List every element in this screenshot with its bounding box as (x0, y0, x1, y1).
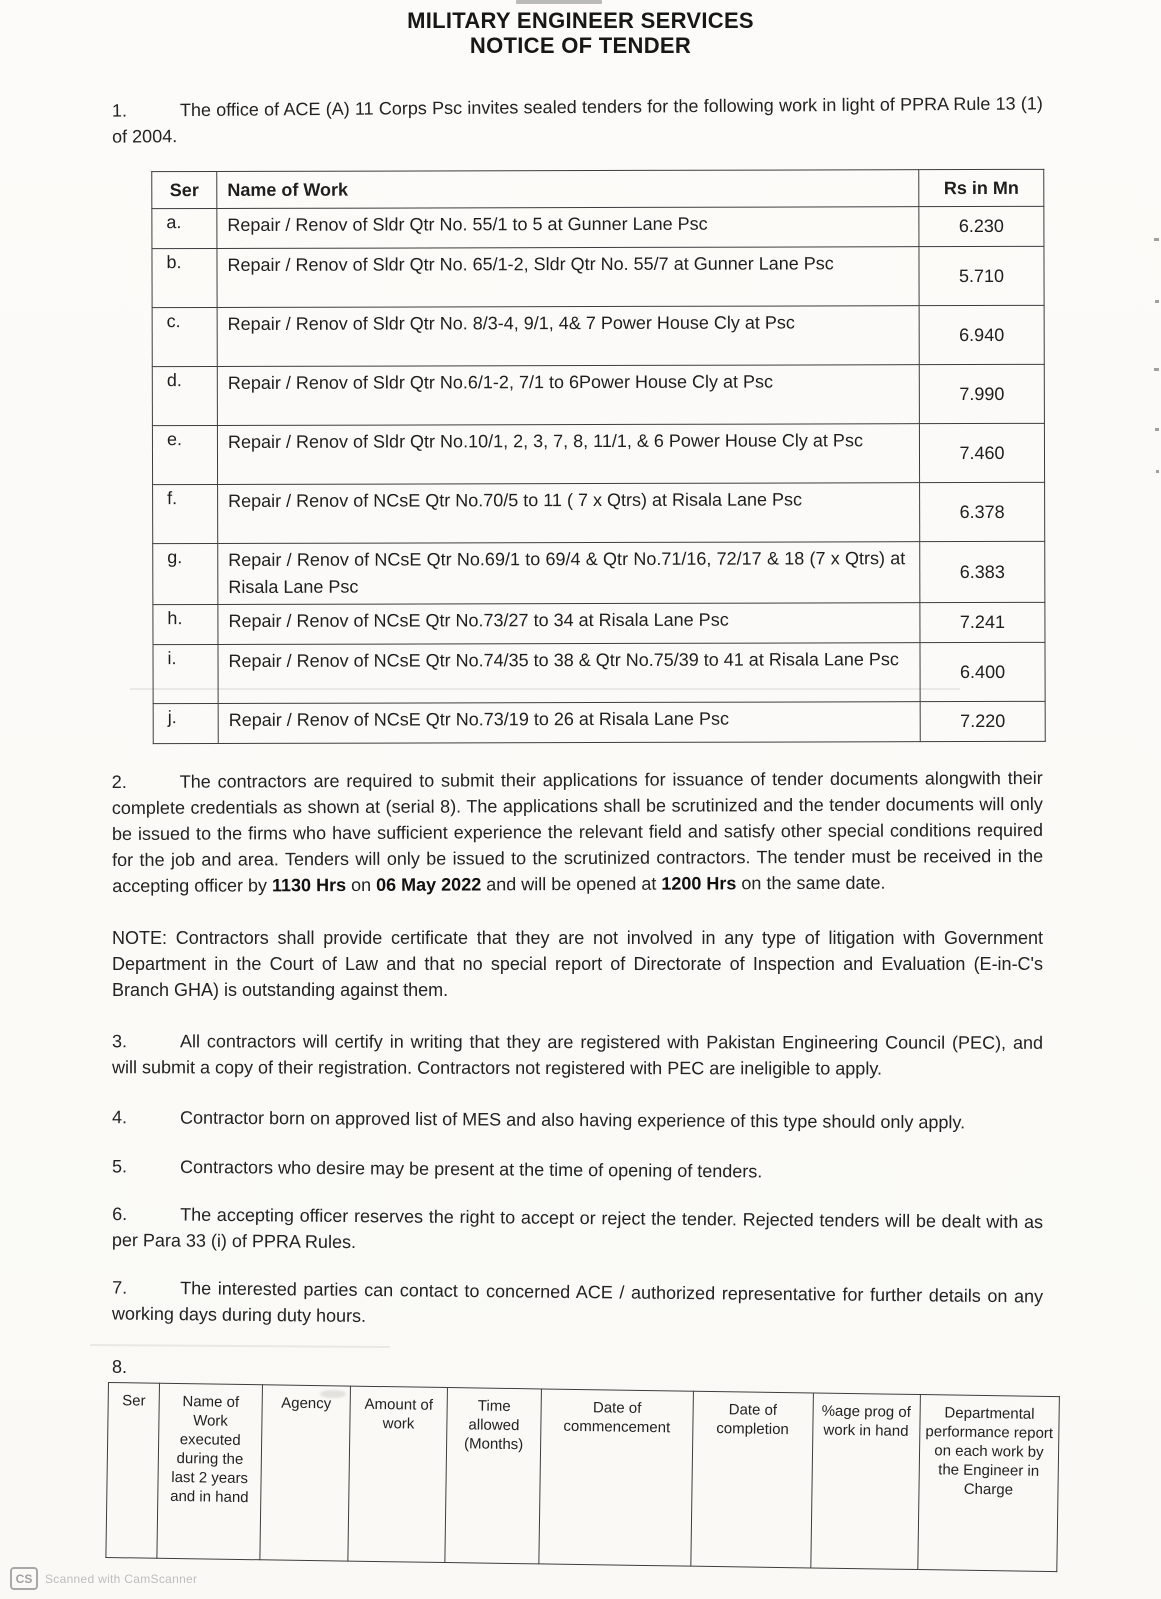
paragraph-3-number: 3. (112, 1031, 128, 1052)
paragraph-1-text: The office of ACE (A) 11 Corps Psc invites sealed tenders for the following work in light of PPRA Rule 13 (1) of 2004. (112, 93, 1043, 147)
row-name: Repair / Renov of Sldr Qtr No. 8/3-4, 9/1, 4& 7 Power House Cly at Psc (217, 306, 919, 367)
cred-header-percent-progress: %age prog of work in hand (810, 1393, 920, 1570)
paragraph-4 (112, 1104, 1043, 1136)
camscanner-icon: CS (10, 1567, 38, 1590)
row-amount: 7.460 (919, 423, 1044, 482)
row-name: Repair / Renov of Sldr Qtr No. 55/1 to 5 at Gunner Lane Psc (217, 207, 919, 249)
deadline-date: 06 May 2022 (376, 874, 482, 895)
work-table-header-amount: Rs in Mn (919, 169, 1044, 206)
paragraph-5-number: 5. (111, 1156, 128, 1177)
row-ser: f. (153, 484, 218, 543)
work-table-header-name: Name of Work (217, 170, 919, 209)
row-name: Repair / Renov of Sldr Qtr No.10/1, 2, 3, 7, 8, 11/1, & 6 Power House Cly at Psc (217, 424, 919, 485)
paragraph-6-text: The accepting officer reserves the right to accept or reject the tender. Rejected tenders will be dealt with as per Para 33 (i) of PPRA Rules. (111, 1204, 1044, 1253)
row-ser: j. (153, 703, 218, 743)
cred-header-departmental-report: Departmental performance report on each work by the Engineer in Charge (918, 1395, 1060, 1572)
row-amount: 6.378 (920, 482, 1045, 541)
row-name: Repair / Renov of Sldr Qtr No. 65/1-2, Sldr Qtr No. 55/7 at Gunner Lane Psc (217, 247, 919, 308)
work-table-row (152, 364, 1044, 425)
paragraph-5-text: Contractors who desire may be present at the time of opening of tenders. (179, 1156, 763, 1182)
cred-header-date-commencement: Date of commencement (539, 1389, 694, 1566)
row-ser: c. (152, 307, 217, 366)
row-amount: 5.710 (919, 246, 1044, 305)
paragraph-4-number: 4. (111, 1107, 128, 1128)
deadline-time: 1130 Hrs (271, 875, 347, 896)
scan-artifact-edge (1154, 368, 1159, 371)
row-ser: b. (152, 248, 217, 307)
scan-artifact-edge (1155, 300, 1159, 303)
row-name: Repair / Renov of NCsE Qtr No.73/19 to 26 at Risala Lane Psc (218, 702, 920, 744)
paragraph-6-number: 6. (112, 1203, 128, 1225)
cred-header-agency: Agency (260, 1385, 351, 1561)
work-table-header-ser: Ser (152, 171, 217, 208)
row-name: Repair / Renov of NCsE Qtr No.73/27 to 34 at Risala Lane Psc (218, 603, 920, 645)
work-table-row (153, 701, 1045, 743)
paragraph-2-text: The contractors are required to submit their applications for issuance of tender documents alongwith their complete credentials as shown at (serial 8). The applications shall be scrutinized and the tender documents will only be issued to the firms who have sufficient experience the relevant field and satisfy other special conditions required for the job and area. Tenders will only be issued to the scrutinized contractors. The tender must be received in the accepting officer by 1130 Hrs on 06 May 2022 and will be opened at 1200 Hrs on the same date. (111, 767, 1044, 897)
row-amount: 6.230 (919, 206, 1044, 246)
row-amount: 7.220 (920, 701, 1045, 741)
credentials-table (105, 1382, 1060, 1572)
paragraph-1 (112, 90, 1043, 149)
paragraph-7 (112, 1275, 1043, 1336)
row-name: Repair / Renov of NCsE Qtr No.70/5 to 11 ( 7 x Qtrs) at Risala Lane Psc (218, 483, 920, 544)
scan-artifact-edge (1155, 428, 1159, 431)
row-amount: 7.241 (920, 602, 1045, 642)
cred-header-name-of-work: Name of Work executed during the last 2 years and in hand (157, 1383, 262, 1560)
row-ser: d. (152, 366, 217, 425)
work-table-row (153, 602, 1045, 644)
work-table-row (153, 642, 1045, 703)
paragraph-1-number: 1. (111, 100, 128, 121)
row-ser: g. (153, 543, 218, 604)
serial-8-label: 8. (112, 1357, 128, 1377)
row-amount: 6.400 (920, 642, 1045, 701)
work-table-row (152, 206, 1044, 248)
credentials-header-row (106, 1383, 1059, 1572)
paragraph-4-text: Contractor born on approved list of MES and also having experience of this type should only apply. (179, 1107, 966, 1133)
document-title (60, 8, 1101, 58)
title-line-2: NOTICE OF TENDER (469, 33, 692, 58)
row-amount: 6.383 (920, 541, 1045, 602)
scan-artifact-edge (1156, 470, 1159, 473)
opening-time: 1200 Hrs (661, 873, 737, 894)
camscanner-watermark (10, 1567, 197, 1590)
work-table-row (153, 482, 1045, 543)
paragraph-2 (112, 765, 1044, 899)
row-name: Repair / Renov of NCsE Qtr No.74/35 to 38 & Qtr No.75/39 to 41 at Risala Lane Psc (218, 643, 920, 704)
paragraph-6 (112, 1201, 1043, 1261)
cred-header-amount: Amount of work (348, 1386, 447, 1562)
row-amount: 6.940 (919, 305, 1044, 364)
row-name: Repair / Renov of Sldr Qtr No.6/1-2, 7/1 to 6Power House Cly at Psc (217, 365, 919, 426)
paragraph-5 (112, 1153, 1043, 1186)
note-text: NOTE: Contractors shall provide certificate that they are not involved in any type of litigation with Government Department in the Court of Law and that no special report of Directorate of Inspection and Evaluation (E-in-C's Branch GHA) is outstanding against them. (112, 928, 1043, 1000)
work-table-header-row (152, 169, 1044, 208)
row-name: Repair / Renov of NCsE Qtr No.69/1 to 69/4 & Qtr No.71/16, 72/17 & 18 (7 x Qtrs) at Risala Lane Psc (218, 542, 920, 605)
paragraph-2-number: 2. (111, 771, 127, 793)
row-amount: 7.990 (919, 364, 1044, 423)
scan-artifact-top (516, 0, 602, 4)
paragraph-7-number: 7. (112, 1277, 128, 1298)
cred-header-date-completion: Date of completion (691, 1391, 813, 1568)
scan-streak (90, 1344, 390, 1348)
camscanner-text: Scanned with CamScanner (45, 1571, 198, 1586)
row-ser: e. (152, 425, 217, 484)
paragraph-3-text: All contractors will certify in writing that they are registered with Pakistan Engineering Council (PEC), and will submit a copy of their registration. Contractors not registered with PEC are ineligible to apply. (111, 1031, 1044, 1079)
scan-artifact-edge (1154, 238, 1159, 241)
cred-header-time-allowed: Time allowed (Months) (445, 1388, 542, 1564)
work-table-row (152, 423, 1044, 484)
row-ser: h. (153, 604, 218, 644)
paragraph-7-text: The interested parties can contact to concerned ACE / authorized representative for further details on any working days during duty hours. (111, 1278, 1044, 1326)
row-ser: a. (152, 208, 217, 248)
work-table (151, 169, 1045, 744)
paragraph-3 (112, 1028, 1043, 1082)
credentials-table-wrap (105, 1382, 1160, 1574)
work-table-row (153, 541, 1045, 604)
title-line-1: MILITARY ENGINEER SERVICES (407, 8, 754, 33)
cred-header-ser: Ser (106, 1383, 160, 1559)
row-ser: i. (153, 644, 218, 703)
note-paragraph (112, 925, 1043, 1003)
work-table-row (152, 246, 1044, 307)
work-table-row (152, 305, 1044, 366)
